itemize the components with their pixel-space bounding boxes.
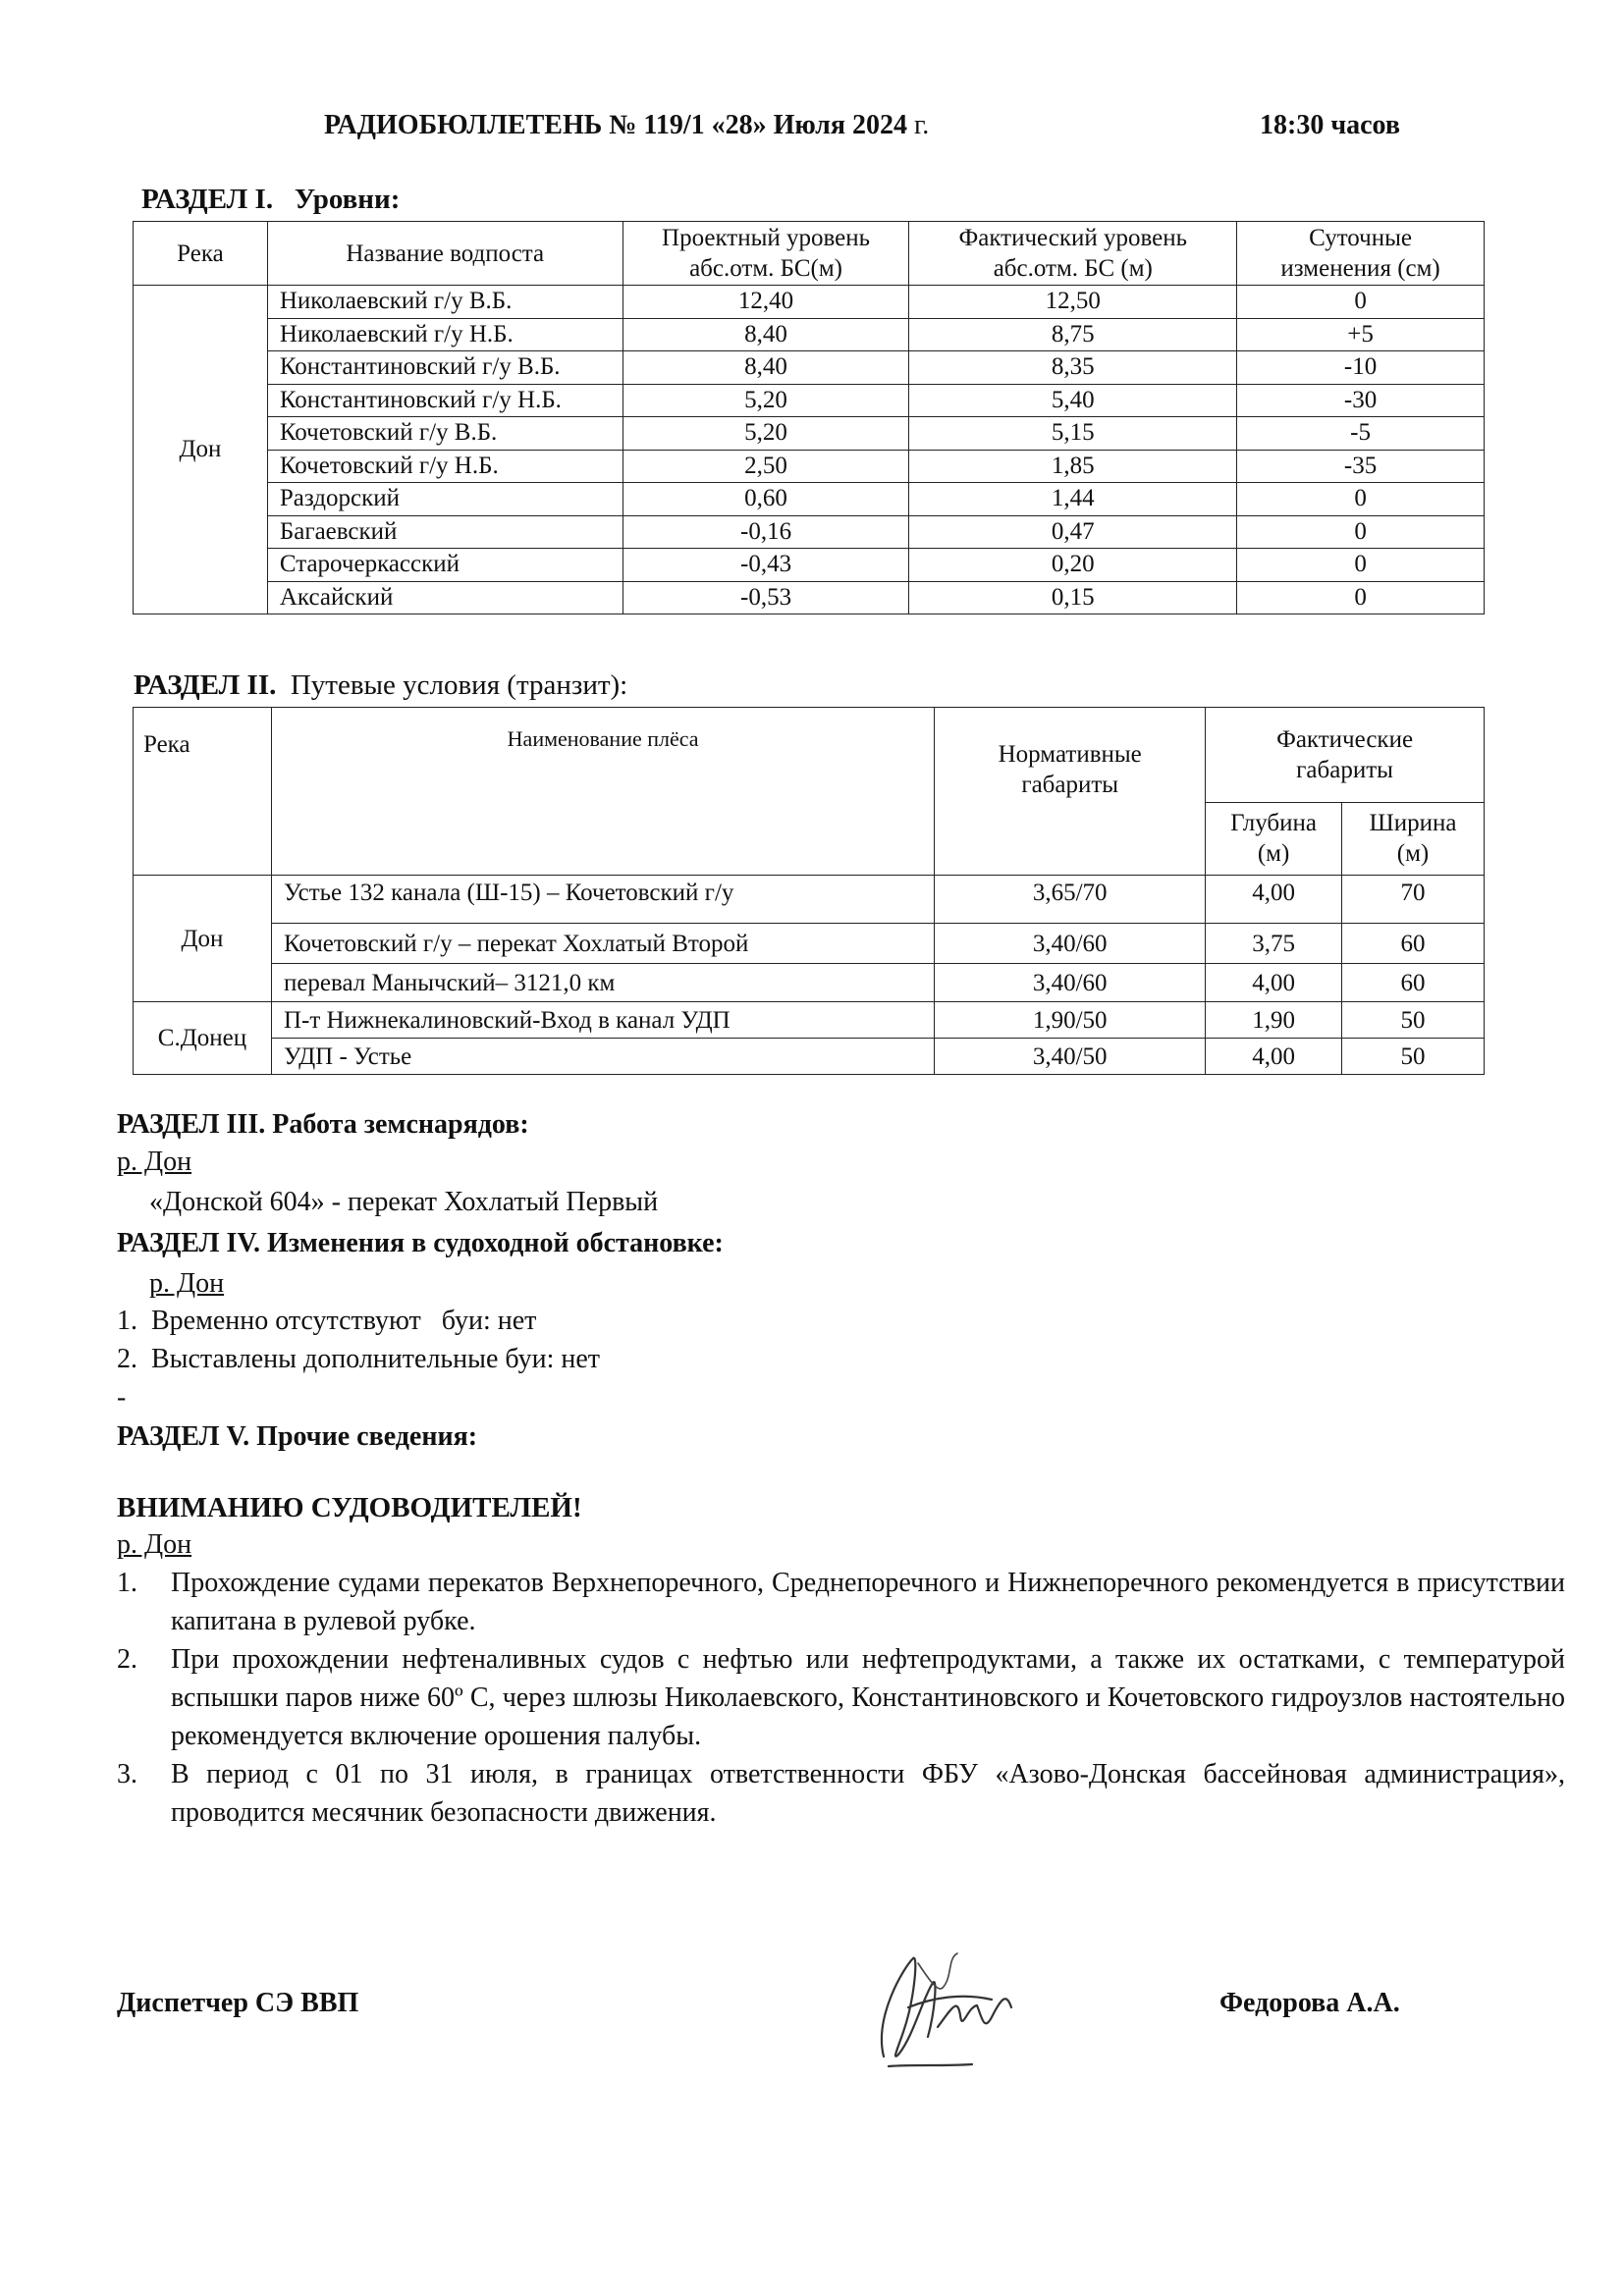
- route-reach-cell: перевал Манычский– 3121,0 км: [271, 964, 934, 1002]
- route-width-cell: 60: [1342, 924, 1485, 964]
- levels-actual-cell: 12,50: [909, 286, 1237, 319]
- section-3-river: р. Дон: [117, 1147, 192, 1177]
- levels-row: [134, 581, 1485, 614]
- levels-change-cell: 0: [1237, 581, 1485, 614]
- levels-change-cell: 0: [1237, 483, 1485, 516]
- attention-title: ВНИМАНИЮ СУДОВОДИТЕЛЕЙ!: [117, 1492, 582, 1523]
- attention-note-2: 2. При прохождении нефтеналивных судов с нефтью или нефтепродуктами, а также их остатками, с температурой вспышки паров ниже 60º С, через шлюзы Николаевского, Константиновского и Кочетовского гидроузлов настоятельно рекомендуется включение орошения палубы.: [117, 1644, 1565, 1751]
- levels-actual-cell: 0,15: [909, 581, 1237, 614]
- levels-actual-cell: 0,47: [909, 515, 1237, 549]
- route-reach-cell: Устье 132 канала (Ш-15) – Кочетовский г/у: [271, 876, 934, 924]
- route-row: [134, 924, 1485, 964]
- levels-design-cell: 0,60: [623, 483, 909, 516]
- levels-actual-cell: 5,40: [909, 384, 1237, 417]
- section-4-river: р. Дон: [149, 1268, 225, 1299]
- levels-change-cell: -30: [1237, 384, 1485, 417]
- levels-design-cell: -0,53: [623, 581, 909, 614]
- attention-note-3: 3. В период с 01 по 31 июля, в границах ответственности ФБУ «Азово-Донская бассейновая администрация», проводится месячник безопасности движения.: [117, 1759, 1565, 1828]
- levels-post-cell: Константиновский г/у В.Б.: [267, 351, 623, 385]
- route-header-reach: Наименование плёса: [271, 708, 934, 876]
- levels-change-cell: -35: [1237, 450, 1485, 483]
- route-header-river: Река: [134, 708, 272, 876]
- section-4-item-1: 1. Временно отсутствуют буи: нет: [117, 1306, 537, 1336]
- levels-row: [134, 384, 1485, 417]
- levels-design-cell: 8,40: [623, 351, 909, 385]
- section-4-dash: -: [117, 1382, 127, 1413]
- levels-actual-cell: 8,35: [909, 351, 1237, 385]
- levels-post-cell: Николаевский г/у В.Б.: [267, 286, 623, 319]
- route-river-cell: С.Донец: [134, 1002, 272, 1075]
- levels-row: [134, 351, 1485, 385]
- route-norm-cell: 3,40/60: [935, 924, 1206, 964]
- section-1-number: РАЗДЕЛ I.: [141, 184, 274, 215]
- levels-row: [134, 483, 1485, 516]
- levels-post-cell: Раздорский: [267, 483, 623, 516]
- levels-actual-cell: 1,85: [909, 450, 1237, 483]
- levels-design-cell: -0,16: [623, 515, 909, 549]
- levels-post-cell: Кочетовский г/у В.Б.: [267, 417, 623, 451]
- route-width-cell: 50: [1342, 1039, 1485, 1075]
- route-depth-cell: 4,00: [1206, 1039, 1342, 1075]
- route-reach-cell: Кочетовский г/у – перекат Хохлатый Второй: [271, 924, 934, 964]
- levels-post-cell: Николаевский г/у Н.Б.: [267, 318, 623, 351]
- section-2-number: РАЗДЕЛ II.: [134, 669, 277, 701]
- route-row: [134, 964, 1485, 1002]
- levels-change-cell: 0: [1237, 286, 1485, 319]
- levels-header-daily: Суточные изменения (см): [1237, 222, 1485, 286]
- section-2-title: [134, 669, 627, 702]
- levels-change-cell: -5: [1237, 417, 1485, 451]
- route-width-cell: 70: [1342, 876, 1485, 924]
- levels-header-river: Река: [134, 222, 268, 286]
- levels-actual-cell: 8,75: [909, 318, 1237, 351]
- bulletin-title-text: РАДИОБЮЛЛЕТЕНЬ № 119/1 «28» Июля 2024: [324, 110, 907, 140]
- route-header-row-1: [134, 708, 1485, 803]
- levels-header-design: Проектный уровень абс.отм. БС(м): [623, 222, 909, 286]
- levels-row: [134, 450, 1485, 483]
- bulletin-title: [324, 110, 929, 141]
- levels-actual-cell: 1,44: [909, 483, 1237, 516]
- section-3-title: РАЗДЕЛ III. Работа земснарядов:: [117, 1109, 529, 1140]
- levels-post-cell: Старочеркасский: [267, 549, 623, 582]
- levels-actual-cell: 0,20: [909, 549, 1237, 582]
- section-3-item: «Донской 604» - перекат Хохлатый Первый: [149, 1187, 659, 1217]
- levels-table: [133, 221, 1485, 614]
- bulletin-year-suffix: г.: [913, 110, 930, 140]
- section-2-label: Путевые условия (транзит):: [290, 669, 628, 701]
- levels-post-cell: Константиновский г/у Н.Б.: [267, 384, 623, 417]
- attention-river: р. Дон: [117, 1529, 192, 1560]
- levels-design-cell: 2,50: [623, 450, 909, 483]
- route-norm-cell: 3,40/60: [935, 964, 1206, 1002]
- section-1-label: Уровни:: [294, 184, 401, 215]
- section-5-title: РАЗДЕЛ V. Прочие сведения:: [117, 1421, 478, 1452]
- section-4-item-2: 2. Выставлены дополнительные буи: нет: [117, 1344, 600, 1374]
- levels-post-cell: Аксайский: [267, 581, 623, 614]
- levels-change-cell: +5: [1237, 318, 1485, 351]
- route-header-actual: Фактические габариты: [1206, 708, 1485, 803]
- route-depth-cell: 3,75: [1206, 924, 1342, 964]
- levels-post-cell: Багаевский: [267, 515, 623, 549]
- route-norm-cell: 3,40/50: [935, 1039, 1206, 1075]
- route-row: [134, 876, 1485, 924]
- levels-header-actual: Фактический уровень абс.отм. БС (м): [909, 222, 1237, 286]
- levels-actual-cell: 5,15: [909, 417, 1237, 451]
- route-width-cell: 50: [1342, 1002, 1485, 1039]
- route-depth-cell: 4,00: [1206, 876, 1342, 924]
- route-reach-cell: П-т Нижнекалиновский-Вход в канал УДП: [271, 1002, 934, 1039]
- levels-design-cell: 8,40: [623, 318, 909, 351]
- levels-header-post: Название водпоста: [267, 222, 623, 286]
- route-reach-cell: УДП - Устье: [271, 1039, 934, 1075]
- route-row: [134, 1002, 1485, 1039]
- attention-note-1: 1. Прохождение судами перекатов Верхнепоречного, Среднепоречного и Нижнепоречного рекомендуется в присутствии капитана в рулевой рубке.: [117, 1568, 1565, 1636]
- handwritten-signature: [844, 1939, 1041, 2086]
- levels-change-cell: 0: [1237, 515, 1485, 549]
- levels-row: [134, 515, 1485, 549]
- levels-row: [134, 549, 1485, 582]
- route-header-norm: Нормативные габариты: [935, 708, 1206, 876]
- route-norm-cell: 1,90/50: [935, 1002, 1206, 1039]
- section-4-title: РАЗДЕЛ IV. Изменения в судоходной обстановке:: [117, 1228, 724, 1258]
- attention-notes: [117, 1564, 1565, 1832]
- levels-change-cell: 0: [1237, 549, 1485, 582]
- levels-design-cell: 5,20: [623, 417, 909, 451]
- levels-design-cell: -0,43: [623, 549, 909, 582]
- route-header-depth: Глубина (м): [1206, 802, 1342, 875]
- route-width-cell: 60: [1342, 964, 1485, 1002]
- bulletin-time: 18:30 часов: [1260, 110, 1400, 140]
- route-row: [134, 1039, 1485, 1075]
- levels-row: [134, 318, 1485, 351]
- route-depth-cell: 1,90: [1206, 1002, 1342, 1039]
- route-depth-cell: 4,00: [1206, 964, 1342, 1002]
- route-norm-cell: 3,65/70: [935, 876, 1206, 924]
- levels-river-cell: Дон: [134, 286, 268, 614]
- route-header-width: Ширина (м): [1342, 802, 1485, 875]
- route-conditions-table: [133, 707, 1485, 1075]
- levels-design-cell: 5,20: [623, 384, 909, 417]
- levels-post-cell: Кочетовский г/у Н.Б.: [267, 450, 623, 483]
- dispatcher-position: Диспетчер СЭ ВВП: [117, 1988, 359, 2018]
- levels-design-cell: 12,40: [623, 286, 909, 319]
- levels-row: [134, 286, 1485, 319]
- levels-header-row: [134, 222, 1485, 286]
- section-1-title: [141, 184, 400, 216]
- dispatcher-name: Федорова А.А.: [1219, 1988, 1400, 2018]
- levels-row: [134, 417, 1485, 451]
- levels-change-cell: -10: [1237, 351, 1485, 385]
- route-river-cell: Дон: [134, 876, 272, 1002]
